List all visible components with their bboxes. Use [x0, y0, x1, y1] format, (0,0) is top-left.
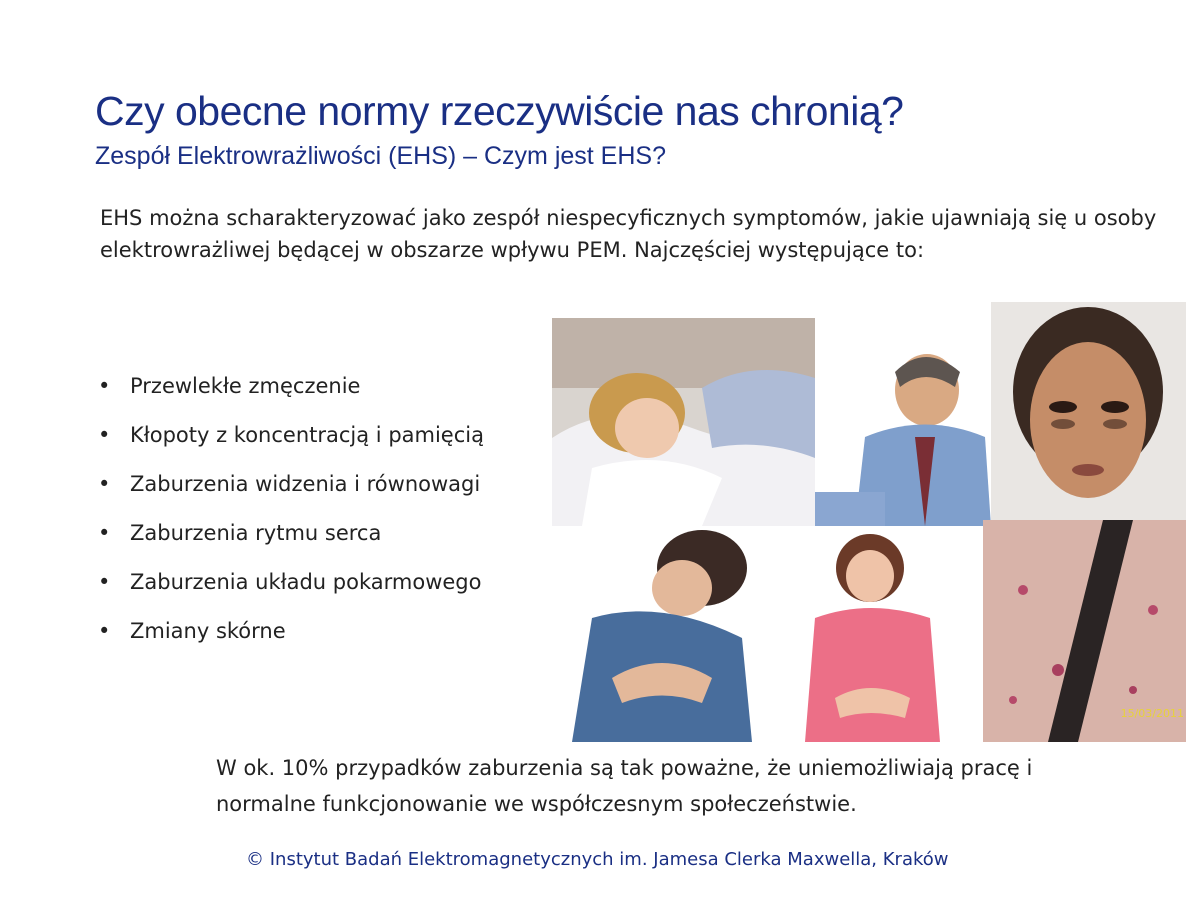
list-item-label: Zaburzenia rytmu serca: [130, 521, 382, 545]
bullet-icon: •: [98, 423, 111, 447]
intro-paragraph: EHS można scharakteryzować jako zespół niespecyficznych symptomów, jakie ujawniają się u osoby elektrowrażliwej będącej w obszarze wpływu PEM. Najczęściej występujące to:: [100, 206, 1157, 262]
list-item: [98, 460, 484, 509]
photo-tired-woman-in-bed: [552, 318, 815, 526]
slide-title: Czy obecne normy rzeczywiście nas chronią?: [95, 88, 904, 134]
list-item: [98, 607, 484, 656]
list-item: [98, 411, 484, 460]
list-item-label: Zmiany skórne: [130, 619, 286, 643]
photo-woman-chest-pain: [552, 528, 765, 742]
symptom-list: [98, 362, 484, 656]
copyright-footer: © Instytut Badań Elektromagnetycznych im. Jamesa Clerka Maxwella, Kraków: [246, 849, 949, 870]
list-item: [98, 558, 484, 607]
severity-note: W ok. 10% przypadków zaburzenia są tak poważne, że uniemożliwiają pracę i normalne funkcjonowanie we współczesnym społeczeństwie.: [216, 756, 1033, 816]
photo-woman-stomach-pain: [765, 528, 983, 742]
photo-woman-blurred-vision: [991, 302, 1186, 520]
bullet-icon: •: [98, 570, 111, 594]
photo-date-stamp: 15/03/2011: [1120, 707, 1184, 720]
list-item: [98, 509, 484, 558]
slide-subtitle: Zespół Elektrowrażliwości (EHS) – Czym jest EHS?: [95, 142, 666, 170]
list-item-label: Zaburzenia układu pokarmowego: [130, 570, 482, 594]
bullet-icon: •: [98, 521, 111, 545]
photo-skin-rash: [983, 520, 1186, 742]
list-item-label: Kłopoty z koncentracją i pamięcią: [130, 423, 484, 447]
bullet-icon: •: [98, 472, 111, 496]
photo-man-with-headache: [815, 342, 991, 526]
list-item: [98, 362, 484, 411]
bullet-icon: •: [98, 619, 111, 643]
list-item-label: Przewlekłe zmęczenie: [130, 374, 361, 398]
list-item-label: Zaburzenia widzenia i równowagi: [130, 472, 481, 496]
bullet-icon: •: [98, 374, 111, 398]
